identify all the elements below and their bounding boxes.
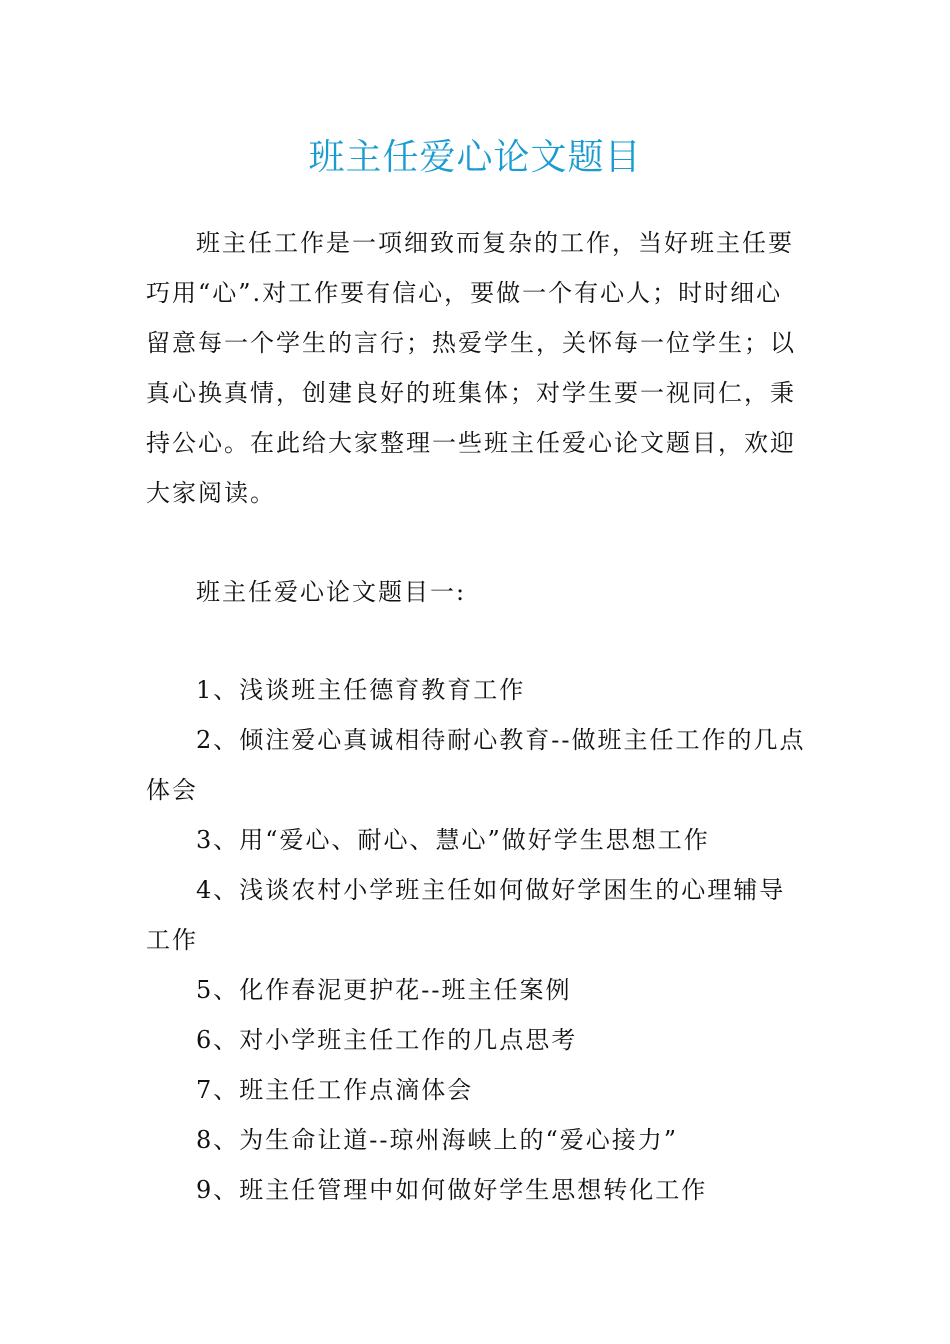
intro-paragraph: 班主任工作是一项细致而复杂的工作，当好班主任要巧用“心”.对工作要有信心，要做一个有心人；时时细心留意每一个学生的言行；热爱学生，关怀每一位学生；以真心换真情，创建良好的班集体；对学生要一视同仁，秉持公心。在此给大家整理一些班主任爱心论文题目，欢迎大家阅读。 xyxy=(146,229,796,507)
list-item: 6、对小学班主任工作的几点思考 xyxy=(196,1026,578,1054)
list-item: 1、浅谈班主任德育教育工作 xyxy=(196,676,526,704)
list-item: 7、班主任工作点滴体会 xyxy=(196,1076,474,1104)
document-title: 班主任爱心论文题目 xyxy=(308,137,642,178)
section-heading: 班主任爱心论文题目一: xyxy=(196,578,467,606)
list-item: 9、班主任管理中如何做好学生思想转化工作 xyxy=(196,1176,708,1204)
list-item: 2、倾注爱心真诚相待耐心教育--做班主任工作的几点体会 xyxy=(146,726,806,804)
topic-list xyxy=(146,665,806,1215)
list-item: 5、化作春泥更护花--班主任案例 xyxy=(196,976,572,1004)
list-item: 8、为生命让道--琼州海峡上的“爱心接力” xyxy=(196,1126,679,1154)
list-item: 4、浅谈农村小学班主任如何做好学困生的心理辅导工作 xyxy=(146,876,786,954)
list-item: 3、用“爱心、耐心、慧心”做好学生思想工作 xyxy=(196,826,710,854)
